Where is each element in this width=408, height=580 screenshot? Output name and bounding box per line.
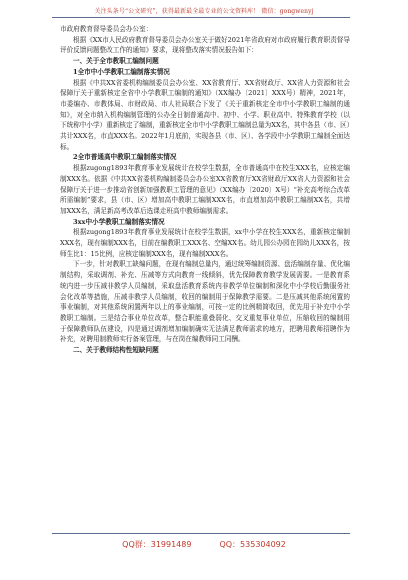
body-paragraph-4: 下一步，针对教职工缺编问题，在现有编制总量内，通过统筹编制资源、盘活编制存量、优化编制结构，采取调剂、补充、压减等方式向教育一线倾斜，优先保障教育教学发展需要。一是教育系统内进一步压减非教学人员编制，采取盘活教育系统内非教学单位编制和深化中小学校后勤服务社会化改革等措施，压减非教学人员编制，收回的编制用于保障教学需要。二是压减其他系统闲置的事业编制，对其他系统闲置两年以上的事业编制，可按一定的比例精简收回，优先用于补充中小学教职工编制。三是结合事业单位改革，整合职能重叠弱化、交叉重复事业单位，压缩收回的编制用于保障教师队伍建设，四是通过调剂增加编制确实无法满足教师需求的地方，把聘用教师招聘作为补充，对聘用制教师实行备案管理，与在岗在编教师同工同酬。 [60, 260, 350, 344]
header-banner: 关注头条号“公文研究”，获得最新最全最专业的公文资料库！ 微信：gongwenyj [94, 8, 314, 15]
footer-qq: QQ：535304092 [219, 540, 286, 549]
subheading-2: 2全市普通高中教职工编制落实情况 [73, 153, 177, 162]
intro-paragraph: 根据《XX市人民政府教育督导委员会办公室关于做好2021年省政府对市政府履行教育职责督导评价反馈问题整改工作的通知》要求，现将整改落实情况报告如下： [60, 35, 350, 55]
subheading-3: 3xx中小学教职工编制落实情况 [73, 217, 165, 226]
section-heading-1: 一、关于全市教职工编制问题 [73, 57, 159, 66]
header-divider [52, 17, 350, 18]
body-paragraph-3: 根据zugong1893年教育事业发展统计在校学生数据，xx中小学在校生XXX名，重新核定编制XXX名，现有编制XXX名，目前在编教职工XXX名、空编XX名。幼儿园公办园在园幼儿XXX名，按师生比1：15比例，应核定编制XXX名，现有编制XXX名。 [60, 228, 350, 258]
addressee: 市政府教育督导委员会办公室： [60, 25, 153, 33]
body-paragraph-1: 根据《中共XX省委机构编制委员会办公室、XX省教育厅、XX省财政厅、XX省人力资源和社会保障厅关于重新核定全省中小学教职工编制的通知》（XX编办〔2021〕XXX号）精神，2021年，市委编办、市教体局、市财政局、市人社局联合下发了《关于重新核定全市中小学教职工编制的通知》，对全市纳入机构编制管理的公办全日制普通高中、初中、小学、职业高中、特殊教育学校（以下统称中小学）重新核定了编制，重新核定全市中小学教职工编制总量为XX名，其中各县（市、区）共计XXX名，市直XXX名。2022年1月底前，实现各县（市、区）、各学段中小学教职工编制全面达标。 [60, 78, 350, 151]
document-body [60, 24, 350, 356]
footer-divider [52, 533, 350, 534]
body-paragraph-2: 根据zugong1893年教育事业发展统计在校学生数据，全市普通高中在校生XXX名，应核定编制XXX名。依据《中共XX省委机构编制委员会办公室XX省教育厅XX省财政厅XX省人力资源和社会保障厅关于进一步推动省创新加强教职工管理的意见》（XX编办〔2020〕X号）“补充高考综合改革所需编制”要求，县（市、区）增加高中教职工编制XXX名，市直增加高中教职工编制XX名，共增加XXX名，满足新高考改革后选课走班高中教师编制需求。 [60, 164, 350, 215]
section-heading-2: 二、关于教师结构性短缺问题 [73, 346, 159, 355]
subheading-1: 1全市中小学教职工编制落实情况 [73, 67, 170, 76]
footer [0, 539, 408, 550]
footer-qq-group: QQ群：31991489 [122, 540, 192, 549]
